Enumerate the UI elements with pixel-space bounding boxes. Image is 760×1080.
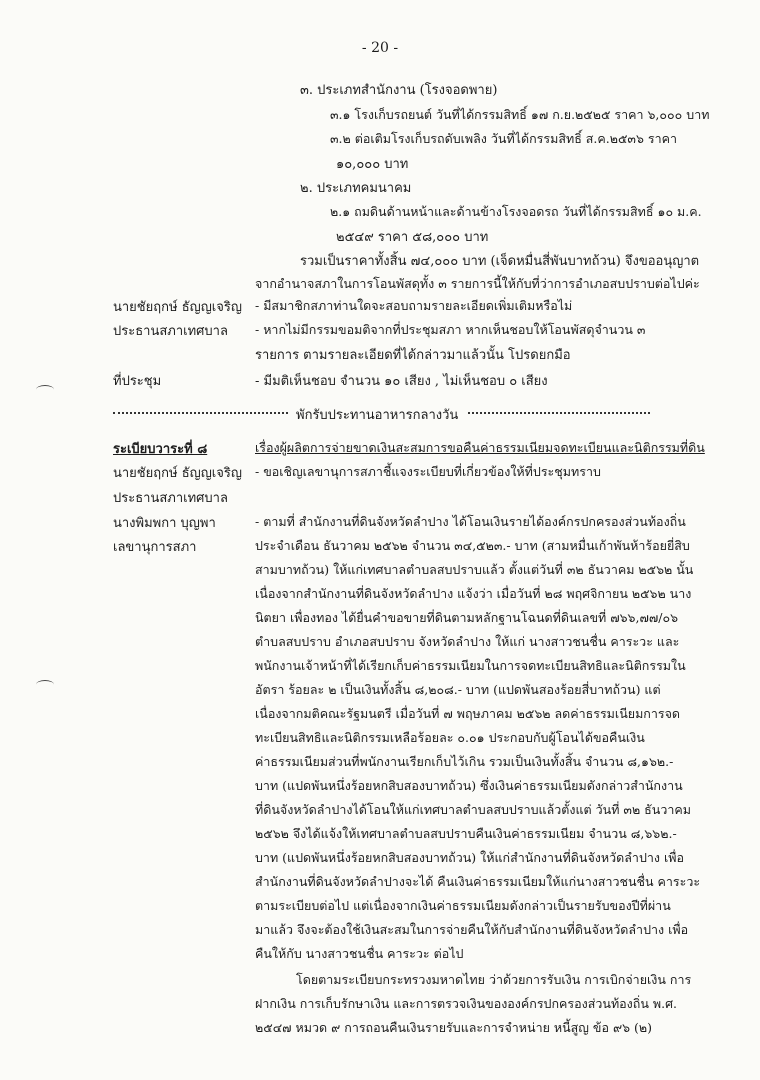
break-heading: พักรับประทานอาหารกลางวัน <box>296 408 459 423</box>
body-line: ที่ดินจังหวัดลำปางได้โอนให้แก่เทศบาลตำบลสบปราบแล้วตั้งแต่ วันที่ ๓๒ ธันวาคม <box>255 802 691 817</box>
body-line: ตามระเบียบต่อไป แต่เนื่องจากเงินค่าธรรมเนียมดังกล่าวเป็นรายรับของปีที่ผ่าน <box>255 898 671 913</box>
speaker-role: ประธานสภาเทศบาล <box>113 324 228 339</box>
page-number: - 20 - <box>361 40 399 56</box>
text-line: รวมเป็นราคาทั้งสิ้น ๗๔,๐๐๐ บาท (เจ็ดหมื่นสี่พันบาทถ้วน) จึงขออนุญาต <box>300 254 700 269</box>
text-line: จากอำนาจสภาในการโอนพัสดุทั้ง ๓ รายการนี้ให้กับที่ว่าการอำเภอสบปราบต่อไปค่ะ <box>255 276 700 291</box>
text-line: ๒.๑ ถมดินด้านหน้าและด้านข้างโรงจอดรถ วันที่ได้กรรมสิทธิ์ ๑๐ ม.ค. <box>330 204 702 219</box>
body-line: ทะเบียนสิทธิและนิติกรรมเหลือร้อยละ ๐.๐๑ ประกอบกับผู้โอนได้ขอคืนเงิน <box>255 730 645 745</box>
body-line: มาแล้ว จึงจะต้องใช้เงินสะสมในการจ่ายคืนให้กับสำนักงานที่ดินจังหวัดลำปาง เพื่อ <box>255 922 689 937</box>
text-line: ๒. ประเภทคมนาคม <box>300 181 412 196</box>
body-line: ค่าธรรมเนียมส่วนที่พนักงานเรียกเก็บไว้เกิน รวมเป็นเงินทั้งสิ้น จำนวน ๘,๑๖๒.- <box>255 754 674 769</box>
punch-hole-mark <box>36 680 54 689</box>
body-line: เนื่องจากมติคณะรัฐมนตรี เมื่อวันที่ ๗ พฤษภาคม ๒๕๖๒ ลดค่าธรรมเนียมการจด <box>255 706 681 721</box>
text-line: ๓. ประเภทสำนักงาน (โรงจอดพาย) <box>300 83 498 98</box>
meeting-label: ที่ประชุม <box>113 374 162 389</box>
agenda-title: ระเบียบวาระที่ ๘ <box>113 442 208 457</box>
body-line: อัตรา ร้อยละ ๒ เป็นเงินทั้งสิ้น ๘,๒๐๘.- บาท (แปดพันสองร้อยสี่บาทถ้วน) แต่ <box>255 682 661 697</box>
speaker-text: รายการ ตามรายละเอียดที่ได้กล่าวมาแล้วนั้น โปรดยกมือ <box>255 348 571 363</box>
body-line: พนักงานเจ้าหน้าที่ได้เรียกเก็บค่าธรรมเนียมในการจดทะเบียนสิทธิและนิติกรรมใน <box>255 658 686 673</box>
speaker-name: นางพิมพกา บุญพา <box>113 516 216 531</box>
dotted-rule-left <box>113 412 288 414</box>
body-line: บาท (แปดพันหนึ่งร้อยหกสิบสองบาทถ้วน) ให้แก่สำนักงานที่ดินจังหวัดลำปาง เพื่อ <box>255 850 684 865</box>
text-line: ๓.๑ โรงเก็บรถยนต์ วันที่ได้กรรมสิทธิ์ ๑๗ ก.ย.๒๕๒๕ ราคา ๖,๐๐๐ บาท <box>330 107 710 122</box>
text-line: ๒๕๔๙ ราคา ๕๘,๐๐๐ บาท <box>336 230 489 245</box>
speaker-role: ประธานสภาเทศบาล <box>113 491 228 506</box>
closing-line: ฝากเงิน การเก็บรักษาเงิน และการตรวจเงินขององค์กรปกครองส่วนท้องถิ่น พ.ศ. <box>255 996 677 1011</box>
speaker-role: เลขานุการสภา <box>113 540 197 555</box>
dotted-rule-right <box>468 412 650 414</box>
speaker-text: - มีสมาชิกสภาท่านใดจะสอบถามรายละเอียดเพิ่มเติมหรือไม่ <box>255 298 573 313</box>
body-line: ตำบลสบปราบ อำเภอสบปราบ จังหวัดลำปาง ให้แก่ นางสาวชนชื่น คาระวะ และ <box>255 634 680 649</box>
meeting-resolution: - มีมติเห็นชอบ จำนวน ๑๐ เสียง , ไม่เห็นชอบ ๐ เสียง <box>255 374 548 389</box>
punch-hole-mark <box>36 385 54 394</box>
closing-line: ๒๕๔๗ หมวด ๙ การถอนคืนเงินรายรับและการจำหน่าย หนี้สูญ ข้อ ๙๖ (๒) <box>255 1020 653 1035</box>
body-line: คืนให้กับ นางสาวชนชื่น คาระวะ ต่อไป <box>255 946 464 961</box>
closing-line: โดยตามระเบียบกระทรวงมหาดไทย ว่าด้วยการรับเงิน การเบิกจ่ายเงิน การ <box>296 972 692 987</box>
speaker-text: - หากไม่มีกรรมขอมติจากที่ประชุมสภา หากเห็นชอบให้โอนพัสดุจำนวน ๓ <box>255 322 646 337</box>
agenda-intro: - ขอเชิญเลขานุการสภาชี้แจงระเบียบที่เกี่ยวข้องให้ที่ประชุมทราบ <box>255 464 601 479</box>
speaker-name: นายชัยฤกษ์ ธัญญเจริญ <box>113 300 242 315</box>
body-line: สามบาทถ้วน) ให้แก่เทศบาลตำบลสบปราบแล้ว ตั้งแต่วันที่ ๓๒ ธันวาคม ๒๕๖๒ นั้น <box>255 562 694 577</box>
text-line: ๓.๒ ต่อเติมโรงเก็บรถดับเพลิง วันที่ได้กรรมสิทธิ์ ส.ค.๒๕๓๖ ราคา <box>330 131 677 146</box>
agenda-heading: เรื่องผู้ผลิตการจ่ายขาดเงินสะสมการขอคืนค่าธรรมเนียมจดทะเบียนและนิติกรรมที่ดิน <box>255 440 705 455</box>
body-line: นิตยา เพื่องทอง ได้ยื่นคำขอขายที่ดินตามหลักฐานโฉนดที่ดินเลขที่ ๗๖๖,๗๗/๐๖ <box>255 610 679 625</box>
body-line: สำนักงานที่ดินจังหวัดลำปางจะได้ คืนเงินค่าธรรมเนียมให้แก่นางสาวชนชื่น คาระวะ <box>255 874 701 889</box>
body-line: บาท (แปดพันหนึ่งร้อยหกสิบสองบาทถ้วน) ซึ่งเงินค่าธรรมเนียมดังกล่าวสำนักงาน <box>255 778 683 793</box>
body-line: ประจำเดือน ธันวาคม ๒๕๖๒ จำนวน ๓๔,๕๒๓.- บาท (สามหมื่นเก้าพันห้าร้อยยี่สิบ <box>255 538 690 553</box>
speaker-name: นายชัยฤกษ์ ธัญญเจริญ <box>113 466 242 481</box>
body-line: - ตามที่ สำนักงานที่ดินจังหวัดลำปาง ได้โอนเงินรายได้องค์กรปกครองส่วนท้องถิ่น <box>255 514 686 529</box>
body-line: เนื่องจากสำนักงานที่ดินจังหวัดลำปาง แจ้งว่า เมื่อวันที่ ๒๘ พฤศจิกายน ๒๕๖๒ นาง <box>255 586 692 601</box>
text-line: ๑๐,๐๐๐ บาท <box>336 157 409 172</box>
body-line: ๒๕๖๒ จึงได้แจ้งให้เทศบาลตำบลสบปราบคืนเงินค่าธรรมเนียม จำนวน ๘,๖๖๒.- <box>255 826 677 841</box>
